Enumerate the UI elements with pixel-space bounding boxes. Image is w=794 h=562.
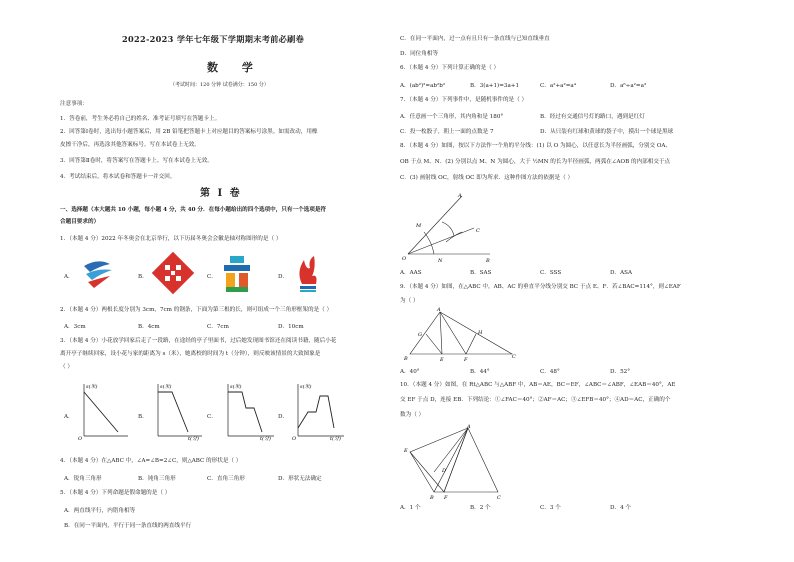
svg-text:O: O xyxy=(78,436,83,442)
q6-stem: 6．（本题 4 分）下列计算正确的是（ ） xyxy=(400,65,500,71)
q7-option-c: C．投一枚骰子，朝上一面的点数是 7 xyxy=(400,129,494,135)
q1-stem: 1．（本题 4 分）2022 年冬奥会在北京举行，以下历届冬奥会会徽是轴对称图形的是（ ） xyxy=(60,236,282,242)
svg-text:s(米): s(米) xyxy=(86,384,98,390)
q10-option-c: C．3 个 xyxy=(540,505,561,511)
section-intro: 一、选择题（本大题共 10 小题，每小题 4 分，共 40 分．在每小题给出的四个选项中，只有一个选项是符 xyxy=(60,207,327,213)
q10-stem: 10．（本题 4 分）如图，在 Rt△ABC 与△ABF 中，AB＝AE，BC＝EF，∠ABC＝∠ABF，∠EAB＝40°，AE xyxy=(400,382,676,388)
svg-text:H: H xyxy=(478,330,483,336)
q1-option-c: C． xyxy=(207,274,217,280)
q6-option-b: B．3(a+1)=3a+1 xyxy=(470,83,520,89)
svg-text:G: G xyxy=(418,332,422,338)
q9-option-c: C．48° xyxy=(540,369,560,375)
q3-graph-a xyxy=(78,382,130,440)
q2-stem: 2．（本题 4 分）两根长度分别为 3cm，7cm 的钢条，下面为第三根的长，则可组成一个三角形框架的是（ ） xyxy=(60,307,333,313)
q8-stem-cont: OB 于点 M、N．(2) 分别以点 M、N 为圆心，大于 ½MN 的长为半径画弧，两弧在∠AOB 的内部相交于点 xyxy=(400,159,671,165)
svg-text:t(分): t(分) xyxy=(260,436,271,442)
q10-figure xyxy=(404,424,504,500)
section-title: 第 Ⅰ 卷 xyxy=(200,188,242,199)
q3-option-a: A． xyxy=(64,414,74,420)
q6-option-c: C．a²+a²=a⁴ xyxy=(540,83,576,89)
q10-option-d: D．4 个 xyxy=(610,505,632,511)
q5-option-a: A．两直线平行，内错角相等 xyxy=(64,508,136,514)
svg-text:B: B xyxy=(430,495,434,501)
q5-option-b: B．在同一平面内，平行于同一条直线的两直线平行 xyxy=(64,523,192,529)
right-column xyxy=(400,0,740,562)
svg-text:A: A xyxy=(458,193,462,199)
left-column xyxy=(60,0,390,562)
svg-text:s(米): s(米) xyxy=(230,384,242,390)
q1-option-b: B． xyxy=(138,274,148,280)
q9-option-d: D．52° xyxy=(610,369,630,375)
q3-stem-cont: 离开亭子继续回家，设小花与家的距离为 s（米），她离校的时间为 t（分钟），则反映该情景的大致图象是 xyxy=(60,351,321,357)
q8-stem-end: C．(3) 画射线 OC，射线 OC 即为所求．这种作图方法的依据是（ ） xyxy=(400,175,574,181)
svg-text:s(米): s(米) xyxy=(160,384,172,390)
subject-title: 数 学 xyxy=(207,61,263,74)
q7-option-d: D．从只装有红球和黄球的袋子中，摸出一个球是黑球 xyxy=(540,129,674,135)
q10-stem-cont: 交 EF 于点 D，连接 EB．下列结论：①∠FAC＝40°；②AF＝AC；③∠EFB＝40°；④AD＝AC，正确的个 xyxy=(400,397,671,403)
svg-text:E: E xyxy=(440,357,444,363)
note-2-cont: 皮擦干净后，再选涂其他答案标号。写在本试卷上无效。 xyxy=(60,142,200,148)
q10-stem-end: 数为（ ） xyxy=(400,412,425,418)
q4-option-d: D．形状无法确定 xyxy=(278,476,322,482)
q10-option-a: A．1 个 xyxy=(400,505,421,511)
q9-option-b: B．44° xyxy=(470,369,490,375)
svg-text:C: C xyxy=(497,495,501,501)
note-1: 1．答卷前，考生务必将自己的姓名、准考证号填写在答题卡上。 xyxy=(60,116,221,122)
q3-option-c: C． xyxy=(207,414,217,420)
q4-stem: 4．（本题 4 分）在△ABC 中，∠A=∠B=2∠C，则△ABC 的形状是（ ） xyxy=(60,458,242,464)
q2-option-b: B．4cm xyxy=(138,324,160,330)
q9-stem-cont: 为（ ） xyxy=(400,298,419,304)
note-4: 4．考试结束后，将本试卷和答题卡一并交回。 xyxy=(60,174,176,180)
q6-option-a: A．(ab²)²=ab²b² xyxy=(400,83,446,89)
q5-option-d: D．同位角相等 xyxy=(400,51,439,57)
note-2: 2．回答第Ⅰ卷时，选出每小题答案后，用 2B 铅笔把答题卡上对应题目的答案标号涂黑。如需改动，用橡 xyxy=(60,129,318,135)
section-intro-cont: 合题目要求的） xyxy=(60,219,100,225)
q2-option-d: D．10cm xyxy=(278,324,304,330)
svg-text:F: F xyxy=(464,357,468,363)
q9-stem: 9．（本题 4 分）如图，在△ABC 中，AB、AC 的垂直平分线分别交 BC 于点 E、F．若∠BAC=114°，则∠EAF xyxy=(400,284,681,290)
q8-option-b: B．SAS xyxy=(470,270,492,276)
q10-option-b: B．2 个 xyxy=(470,505,491,511)
svg-text:O: O xyxy=(292,436,297,442)
q3-graph-c xyxy=(222,382,280,440)
q7-option-b: B．经过有交通信号灯的路口，遇到是红灯 xyxy=(540,114,645,120)
q8-stem: 8．（本题 4 分）如图，按以下方法作一个角的平分线：(1) 以 O 为圆心，以任意长为半径画弧，分别交 OA、 xyxy=(400,143,672,149)
q3-graph-d xyxy=(292,382,350,440)
q1-option-d: D． xyxy=(278,274,289,280)
svg-text:B: B xyxy=(404,356,408,362)
q1-logo-b xyxy=(154,254,192,292)
svg-text:O: O xyxy=(402,256,407,262)
q9-option-a: A．40° xyxy=(400,369,420,375)
q8-figure xyxy=(402,192,494,264)
exam-info: （考试时间：120 分钟 试卷满分：150 分） xyxy=(170,82,269,88)
q7-option-a: A．任意画一个三角形，其内角和是 180° xyxy=(400,114,504,120)
q6-option-d: D．a⁶÷a²=a³ xyxy=(610,83,647,89)
q1-logo-d xyxy=(292,254,322,294)
svg-text:t(分): t(分) xyxy=(188,436,199,442)
q1-option-a: A． xyxy=(64,274,74,280)
q1-logo-c xyxy=(222,254,252,294)
svg-text:t(分): t(分) xyxy=(330,436,341,442)
svg-text:C: C xyxy=(512,354,516,360)
svg-text:E: E xyxy=(404,448,408,454)
q3-paren: （ ） xyxy=(60,364,73,370)
svg-text:A: A xyxy=(437,307,441,313)
q5-stem: 5．（本题 4 分）下列命题是假命题的是（ ） xyxy=(60,490,171,496)
q4-option-a: A．锐角三角形 xyxy=(64,476,102,482)
svg-text:M: M xyxy=(416,223,422,229)
svg-text:N: N xyxy=(438,258,443,264)
q3-option-b: B． xyxy=(138,414,148,420)
q5-option-c: C．在同一平面内，过一点有且只有一条直线与已知直线垂直 xyxy=(400,36,550,42)
notes-heading: 注意事项： xyxy=(60,101,88,107)
q3-graph-b xyxy=(152,382,208,440)
q3-stem: 3．（本题 4 分）小花放学回家后走了一段路，在途经的亭子里面书，过后她发现图书馆还在阅读书籍，随后小花 xyxy=(60,338,337,344)
svg-text:B: B xyxy=(486,258,490,264)
q9-figure xyxy=(404,306,516,362)
svg-text:D: D xyxy=(442,468,447,474)
q3-option-d: D． xyxy=(278,414,289,420)
q4-option-c: C．直角三角形 xyxy=(207,476,245,482)
svg-text:F: F xyxy=(444,495,448,501)
q2-option-a: A．3cm xyxy=(64,324,86,330)
q7-stem: 7．（本题 4 分）下列事件中，是随机事件的是（ ） xyxy=(400,97,528,103)
exam-title: 2022-2023 学年七年级下学期期末考前必刷卷 xyxy=(122,34,305,44)
q8-option-d: D．ASA xyxy=(610,270,632,276)
q8-option-c: C．SSS xyxy=(540,270,562,276)
q1-logo-a xyxy=(80,256,116,290)
svg-text:A: A xyxy=(467,424,471,430)
q2-option-c: C．7cm xyxy=(207,324,229,330)
q8-option-a: A．AAS xyxy=(400,270,422,276)
svg-text:s(米): s(米) xyxy=(300,384,312,390)
q4-option-b: B．钝角三角形 xyxy=(138,476,176,482)
note-3: 3．回答第Ⅱ卷时，将答案写在答题卡上。写在本试卷上无效。 xyxy=(60,158,213,164)
svg-text:C: C xyxy=(476,228,480,234)
